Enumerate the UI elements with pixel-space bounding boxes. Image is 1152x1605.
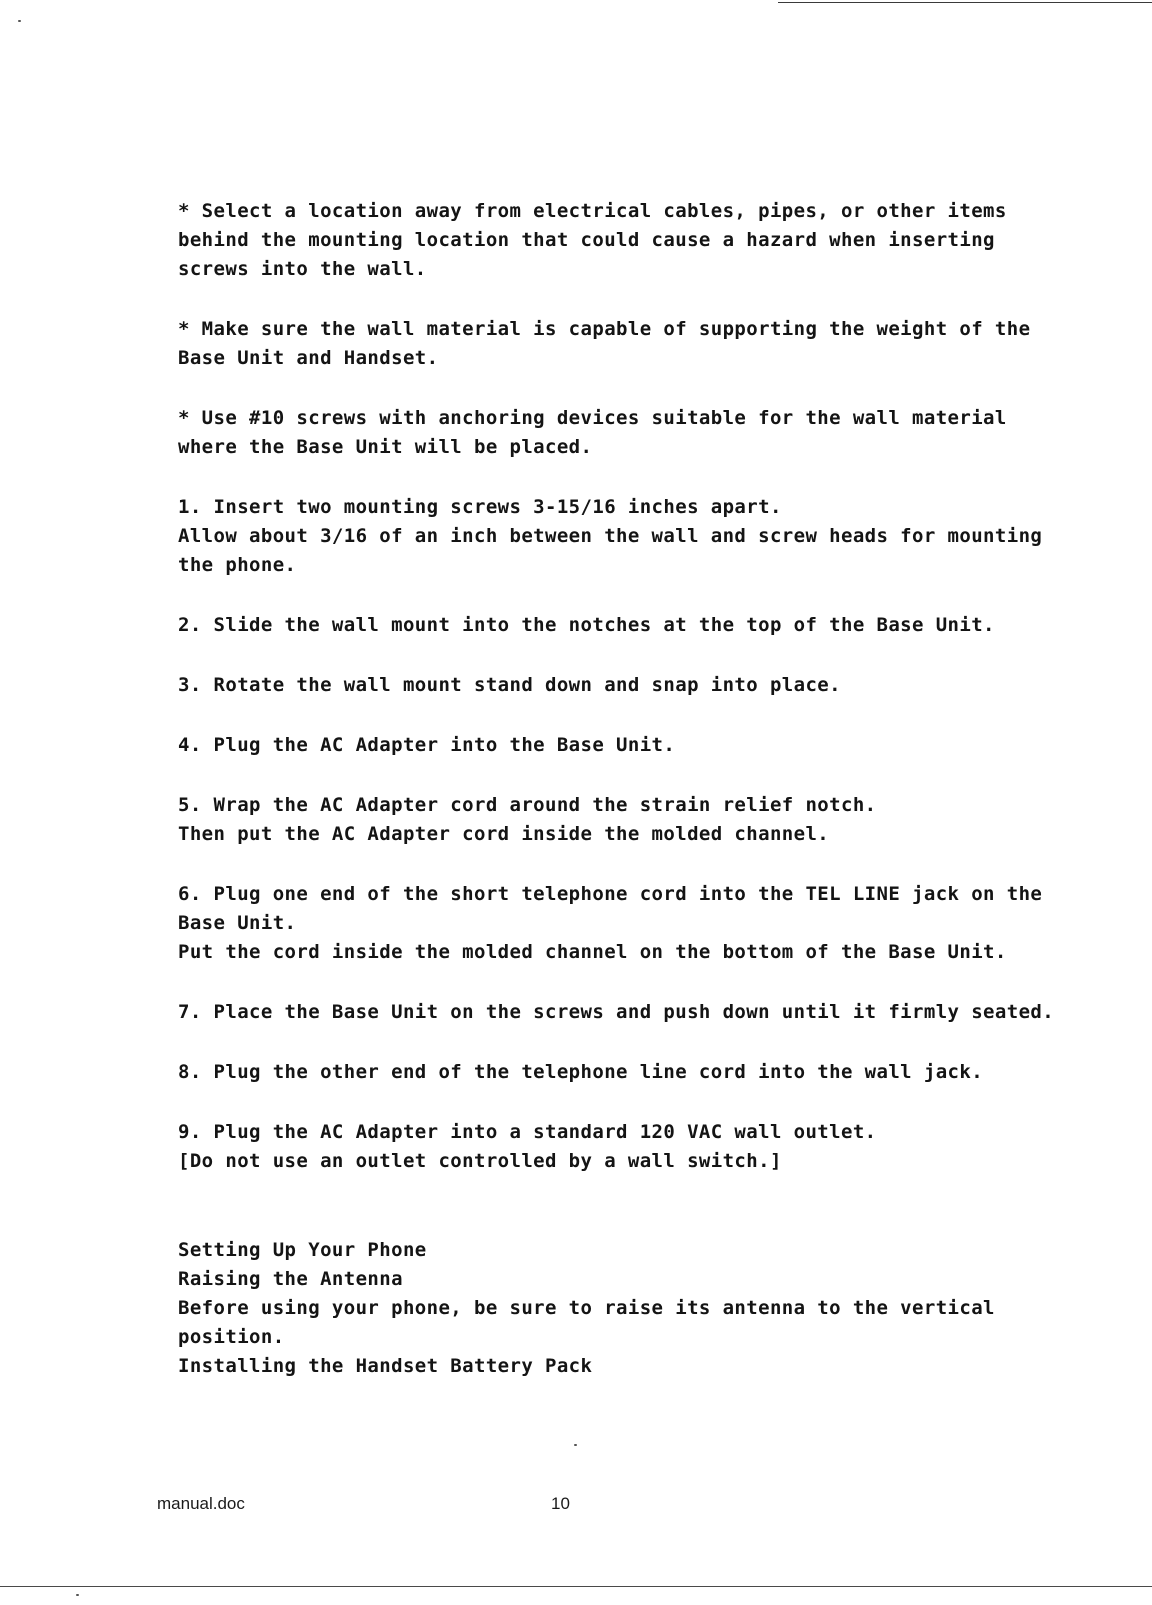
subsection-heading: Raising the Antenna [178,1268,403,1290]
step-9 [178,1118,998,1176]
text-line: screws into the wall. [178,258,427,280]
step-5 [178,791,998,849]
subsection-heading: Installing the Handset Battery Pack [178,1355,593,1377]
document-body [178,197,1055,1412]
step-6 [178,880,1043,967]
text-line: 2. Slide the wall mount into the notches at the top of the Base Unit. [178,614,995,636]
text-line: 8. Plug the other end of the telephone line cord into the wall jack. [178,1061,984,1083]
text-line: 4. Plug the AC Adapter into the Base Unit. [178,734,676,756]
text-line: Then put the AC Adapter cord inside the molded channel. [178,823,830,845]
scan-speck [76,1594,79,1596]
page-number: 10 [551,1494,570,1513]
text-line: * Select a location away from electrical cables, pipes, or other items [178,200,1007,222]
step-1 [178,493,1043,580]
text-line: [Do not use an outlet controlled by a wall switch.] [178,1150,782,1172]
text-line: Base Unit and Handset. [178,347,439,369]
text-line: 1. Insert two mounting screws 3-15/16 inches apart. [178,496,782,518]
text-line: 7. Place the Base Unit on the screws and push down until it firmly seated. [178,1001,1055,1023]
step-2 [178,611,998,640]
text-line: Before using your phone, be sure to raise its antenna to the vertical [178,1297,995,1319]
scan-speck [574,1444,577,1446]
text-line: Allow about 3/16 of an inch between the wall and screw heads for mounting [178,525,1043,547]
text-line: Base Unit. [178,912,297,934]
text-line: 5. Wrap the AC Adapter cord around the strain relief notch. [178,794,877,816]
footer-filename: manual.doc [157,1494,245,1513]
section-heading: Setting Up Your Phone [178,1239,427,1261]
step-3 [178,671,998,700]
text-line: * Use #10 screws with anchoring devices suitable for the wall material [178,407,1007,429]
text-line: behind the mounting location that could cause a hazard when inserting [178,229,995,251]
text-line: where the Base Unit will be placed. [178,436,593,458]
scan-speck [18,20,21,22]
bottom-scan-rule [0,1586,1152,1587]
text-line: 6. Plug one end of the short telephone cord into the TEL LINE jack on the [178,883,1043,905]
text-line: 9. Plug the AC Adapter into a standard 120 VAC wall outlet. [178,1121,877,1143]
paragraph-screws [178,404,1007,462]
text-line: the phone. [178,554,297,576]
paragraph-location [178,197,1007,284]
text-line: position. [178,1326,285,1348]
step-4 [178,731,998,760]
text-line: 3. Rotate the wall mount stand down and snap into place. [178,674,841,696]
step-7 [178,998,1055,1027]
section-setting-up [178,1236,998,1381]
top-scan-rule [778,2,1152,3]
text-line: * Make sure the wall material is capable of supporting the weight of the [178,318,1031,340]
step-8 [178,1058,998,1087]
paragraph-wall-material [178,315,1031,373]
text-line: Put the cord inside the molded channel on the bottom of the Base Unit. [178,941,1007,963]
